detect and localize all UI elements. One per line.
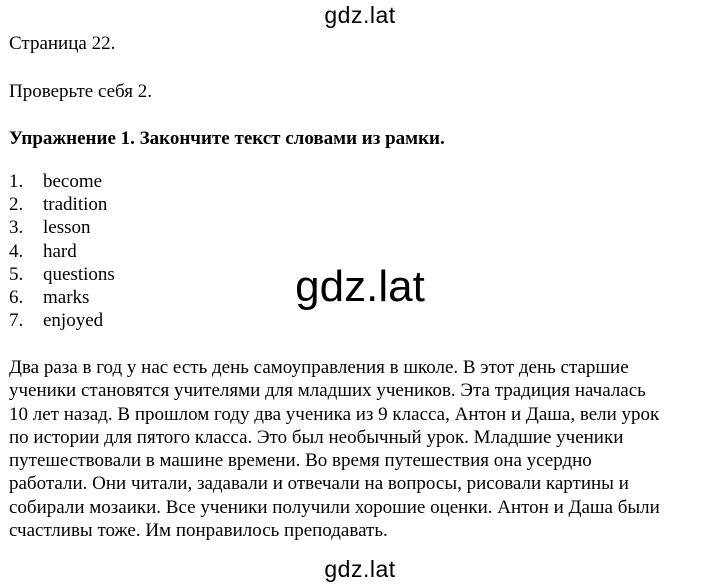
text-line: по истории для пятого класса. Это был необычный урок. Младшие ученики [9,426,624,448]
exercise-title: Упражнение 1. Закончите текст словами из рамки. [9,128,445,149]
item-number: 1. [9,171,24,192]
item-number: 6. [9,286,24,308]
answer-word: enjoyed [43,310,104,332]
answer-word: marks [43,286,90,308]
answer-word: hard [43,240,77,262]
text-line: путешествовали в машине времени. Во время путешествия она усердно [9,450,592,472]
text-line: 10 лет назад. В прошлом году два ученика из 9 класса, Антон и Даша, вели урок [9,403,660,425]
watermark-bottom: gdz.lat [324,556,396,582]
item-number: 4. [9,240,24,262]
text-line: Два раза в год у нас есть день самоуправления в школе. В этот день старшие [9,357,629,378]
section-heading: Проверьте себя 2. [9,81,152,102]
answer-word: questions [43,263,115,285]
page-number: Страница 22. [9,33,116,54]
watermark-top: gdz.lat [324,2,396,28]
completed-text [9,356,714,542]
list-item [9,193,115,216]
answer-word: become [43,171,103,192]
item-number: 3. [9,217,24,239]
text-line: работали. Они читали, задавали и отвечали на вопросы, рисовали картины и [9,473,629,495]
text-line: собирали мозаики. Все ученики получили хорошие оценки. Антон и Даша были [9,496,660,518]
item-number: 5. [9,263,24,285]
item-number: 7. [9,310,24,332]
text-line: счастливы тоже. Им понравилось преподавать. [9,520,388,542]
watermark-center: gdz.lat [295,262,425,311]
text-line: ученики становятся учителями для младших учеников. Эта традиция началась [9,380,646,402]
list-item [9,309,115,332]
item-number: 2. [9,194,24,216]
answer-word: lesson [43,217,91,239]
list-item [9,240,115,263]
list-item [9,216,115,239]
list-item [9,170,115,193]
answer-word: tradition [43,194,108,216]
